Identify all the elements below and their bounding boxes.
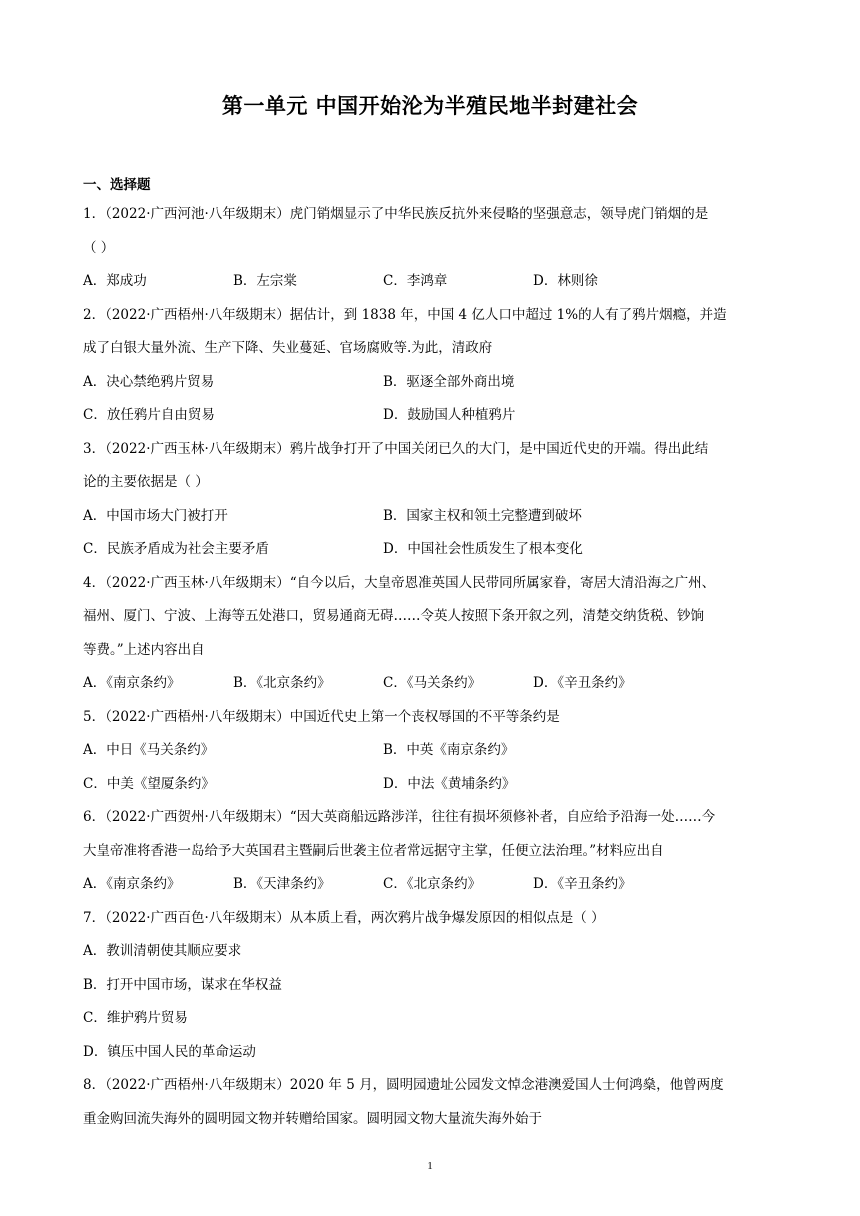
question-5-options-row-1 (83, 734, 783, 768)
question-1 (83, 198, 783, 265)
option-c: C．李鸿章 (383, 273, 448, 289)
question-7-option-d-row (83, 1036, 783, 1070)
option-d: D．镇压中国人民的革命运动 (83, 1043, 256, 1060)
question-4-line-3: 等费。”上述内容出自 (83, 641, 205, 658)
question-3-line-1: 3．（2022·广西玉林·八年级期末）鸦片战争打开了中国关闭已久的大门，是中国近代史的开端。得出此结 (83, 440, 709, 457)
question-2-options-row-2 (83, 399, 783, 433)
question-7-option-a-row (83, 935, 783, 969)
option-a: A．郑成功 (83, 273, 147, 289)
question-7-line-1: 7．（2022·广西百色·八年级期末）从本质上看，两次鸦片战争爆发原因的相似点是（ ） (83, 909, 605, 926)
option-c: C．中美《望厦条约》 (83, 775, 215, 792)
option-d: D．《辛丑条约》 (533, 675, 632, 691)
question-2-line-2: 成了白银大量外流、生产下降、失业蔓延、官场腐败等.为此，清政府 (83, 340, 493, 356)
question-3-options-row-1 (83, 500, 783, 534)
option-a: A．《南京条约》 (83, 876, 181, 892)
question-2-options-row-1 (83, 366, 783, 400)
question-1-line-1: 1．（2022·广西河池·八年级期末）虎门销烟显示了中华民族反抗外来侵略的坚强意志，领导虎门销烟的是 (83, 206, 709, 222)
option-c: C．《马关条约》 (383, 675, 482, 691)
question-8 (83, 1069, 783, 1136)
question-6-line-1: 6．（2022·广西贺州·八年级期末）“因大英商船远路涉洋，往往有损坏须修补者，自应给予沿海一处……今 (83, 809, 716, 825)
question-2 (83, 299, 783, 366)
question-6-line-2: 大皇帝准将香港一岛给予大英国君主暨嗣后世袭主位者常远据守主掌，任便立法治理。”材料应出自 (83, 842, 664, 859)
option-b: B．中英《南京条约》 (383, 742, 515, 758)
option-b: B．国家主权和领土完整遭到破坏 (383, 507, 582, 524)
option-d: D．鼓励国人种植鸦片 (383, 407, 516, 423)
question-3-options-row-2 (83, 533, 783, 567)
option-d: D．《辛丑条约》 (533, 876, 632, 892)
option-a: A．《南京条约》 (83, 675, 181, 691)
page-title: 第一单元 中国开始沦为半殖民地半封建社会 (221, 94, 639, 118)
question-3-line-2: 论的主要依据是（ ） (83, 474, 209, 490)
question-8-line-1: 8．（2022·广西梧州·八年级期末）2020 年 5 月，圆明园遗址公园发文悼念港澳爱国人士何鸿燊，他曾两度 (83, 1077, 724, 1093)
option-c: C．维护鸦片贸易 (83, 1010, 188, 1026)
question-4-options (83, 667, 783, 701)
question-5-options-row-2 (83, 768, 783, 802)
option-b: B．左宗棠 (233, 273, 297, 289)
option-a: A．教训清朝使其顺应要求 (83, 943, 242, 959)
option-c: C．放任鸦片自由贸易 (83, 407, 215, 423)
question-4-line-2: 福州、厦门、宁波、上海等五处港口，贸易通商无碍……令英人按照下条开叙之列，清楚交纳货税、钞饷 (83, 608, 704, 624)
page-number: 1 (427, 1160, 433, 1172)
question-5-line-1: 5．（2022·广西梧州·八年级期末）中国近代史上第一个丧权辱国的不平等条约是 (83, 708, 560, 725)
option-d: D．中国社会性质发生了根本变化 (383, 541, 583, 557)
question-4 (83, 567, 783, 668)
question-6 (83, 801, 783, 868)
section-heading: 一、选择题 (83, 177, 151, 193)
question-8-line-2: 重金购回流失海外的圆明园文物并转赠给国家。圆明园文物大量流失海外始于 (83, 1110, 542, 1127)
question-1-options (83, 265, 783, 299)
question-3 (83, 433, 783, 500)
option-b: B．打开中国市场，谋求在华权益 (83, 976, 282, 993)
question-1-line-2: （ ） (83, 239, 115, 256)
option-c: C．民族矛盾成为社会主要矛盾 (83, 541, 269, 557)
question-2-line-1: 2．（2022·广西梧州·八年级期末）据估计，到 1838 年，中国 4 亿人口中超过 1%的人有了鸦片烟瘾，并造 (83, 306, 727, 323)
question-7-option-c-row (83, 1002, 783, 1036)
option-a: A．中国市场大门被打开 (83, 507, 228, 524)
option-a: A．中日《马关条约》 (83, 742, 215, 758)
option-d: D．中法《黄埔条约》 (383, 775, 516, 792)
question-7-option-b-row (83, 969, 783, 1003)
option-b: B．驱逐全部外商出境 (383, 373, 515, 390)
option-d: D．林则徐 (533, 273, 598, 289)
question-6-options (83, 868, 783, 902)
option-a: A．决心禁绝鸦片贸易 (83, 373, 215, 390)
question-7 (83, 902, 783, 936)
option-b: B．《北京条约》 (233, 675, 331, 691)
option-c: C．《北京条约》 (383, 876, 482, 892)
question-4-line-1: 4．（2022·广西玉林·八年级期末）“自今以后，大皇帝恩准英国人民带同所属家眷，寄居大清沿海之广州、 (83, 574, 716, 591)
document-body (83, 173, 783, 1136)
option-b: B．《天津条约》 (233, 876, 331, 892)
question-5 (83, 701, 783, 735)
